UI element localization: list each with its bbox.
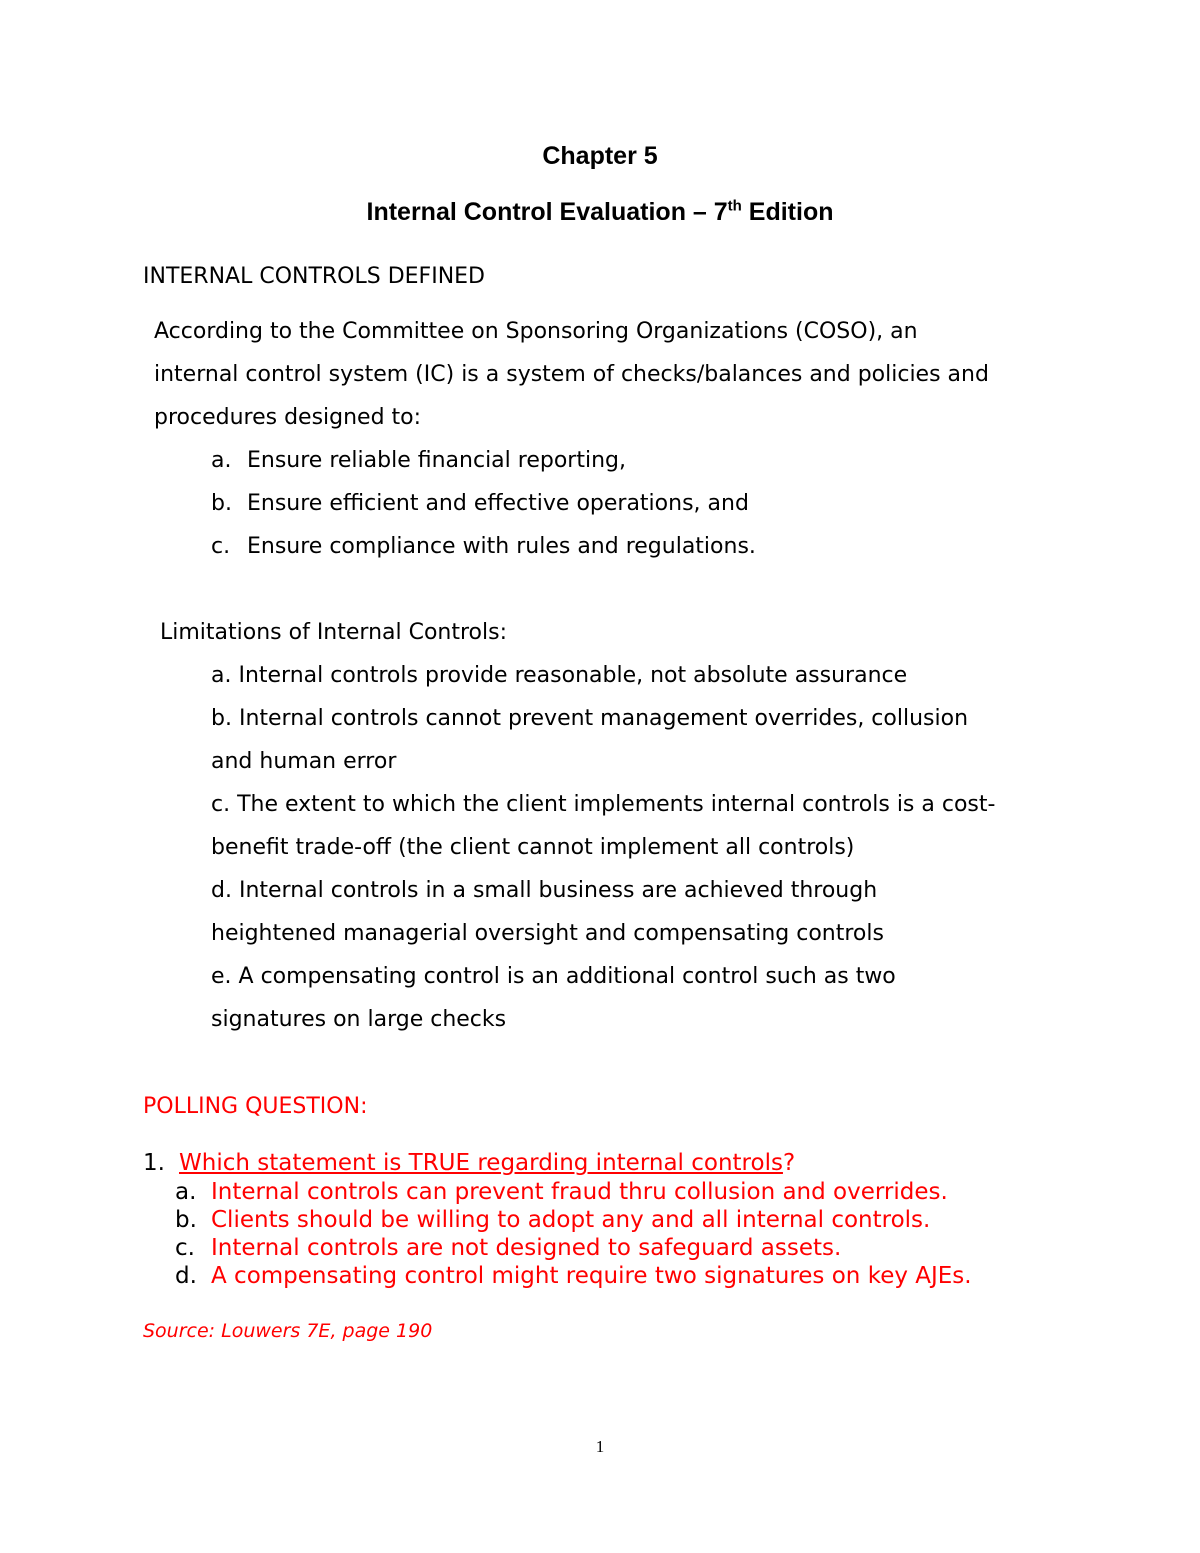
polling-question — [143, 1150, 795, 1176]
limitation-line: signatures on large checks — [211, 1007, 507, 1032]
list-marker: b. — [211, 491, 232, 516]
subtitle-tail: Edition — [741, 198, 834, 226]
answer-option — [175, 1235, 841, 1261]
option-text: Internal controls can prevent fraud thru collusion and overrides. — [211, 1179, 948, 1205]
question-number: 1. — [143, 1150, 165, 1176]
option-marker: c. — [175, 1235, 195, 1261]
answer-option — [175, 1263, 972, 1289]
limitation-line: d. Internal controls in a small business are achieved through — [211, 878, 878, 903]
limitation-line: a. Internal controls provide reasonable, not absolute assurance — [211, 663, 908, 688]
subtitle-superscript: th — [727, 197, 742, 215]
answer-option — [175, 1207, 930, 1233]
limitation-line: benefit trade-off (the client cannot implement all controls) — [211, 835, 855, 860]
purpose-item — [211, 491, 749, 516]
limitation-line: c. The extent to which the client implements internal controls is a cost- — [211, 792, 996, 817]
list-marker: c. — [211, 534, 231, 559]
list-marker: a. — [211, 448, 232, 473]
purpose-item — [211, 534, 756, 559]
limitation-line: and human error — [211, 749, 397, 774]
intro-line: internal control system (IC) is a system of checks/balances and policies and — [154, 362, 989, 387]
source-citation: Source: Louwers 7E, page 190 — [143, 1320, 433, 1342]
subtitle-main: Internal Control Evaluation – 7 — [366, 198, 728, 226]
polling-heading: POLLING QUESTION: — [143, 1094, 368, 1119]
page-number: 1 — [595, 1437, 605, 1456]
option-text: A compensating control might require two signatures on key AJEs. — [211, 1263, 972, 1289]
option-marker: d. — [175, 1263, 197, 1289]
limitation-line: b. Internal controls cannot prevent management overrides, collusion — [211, 706, 969, 731]
intro-line: procedures designed to: — [154, 405, 422, 430]
document-subtitle — [0, 198, 1200, 227]
question-mark: ? — [782, 1150, 796, 1176]
purpose-text: Ensure reliable financial reporting, — [247, 448, 626, 473]
option-marker: b. — [175, 1207, 197, 1233]
chapter-title: Chapter 5 — [542, 142, 658, 170]
purpose-text: Ensure compliance with rules and regulations. — [247, 534, 756, 559]
option-text: Clients should be willing to adopt any and all internal controls. — [211, 1207, 931, 1233]
option-text: Internal controls are not designed to safeguard assets. — [211, 1235, 842, 1261]
section-heading: INTERNAL CONTROLS DEFINED — [143, 264, 485, 289]
question-text: Which statement is TRUE regarding internal controls — [179, 1150, 783, 1176]
limitations-heading: Limitations of Internal Controls: — [160, 620, 507, 645]
option-marker: a. — [175, 1179, 197, 1205]
purpose-text: Ensure efficient and effective operations, and — [247, 491, 749, 516]
intro-line: According to the Committee on Sponsoring Organizations (COSO), an — [154, 319, 918, 344]
purpose-item — [211, 448, 626, 473]
answer-option — [175, 1179, 948, 1205]
limitation-line: e. A compensating control is an additional control such as two — [211, 964, 896, 989]
limitation-line: heightened managerial oversight and compensating controls — [211, 921, 884, 946]
